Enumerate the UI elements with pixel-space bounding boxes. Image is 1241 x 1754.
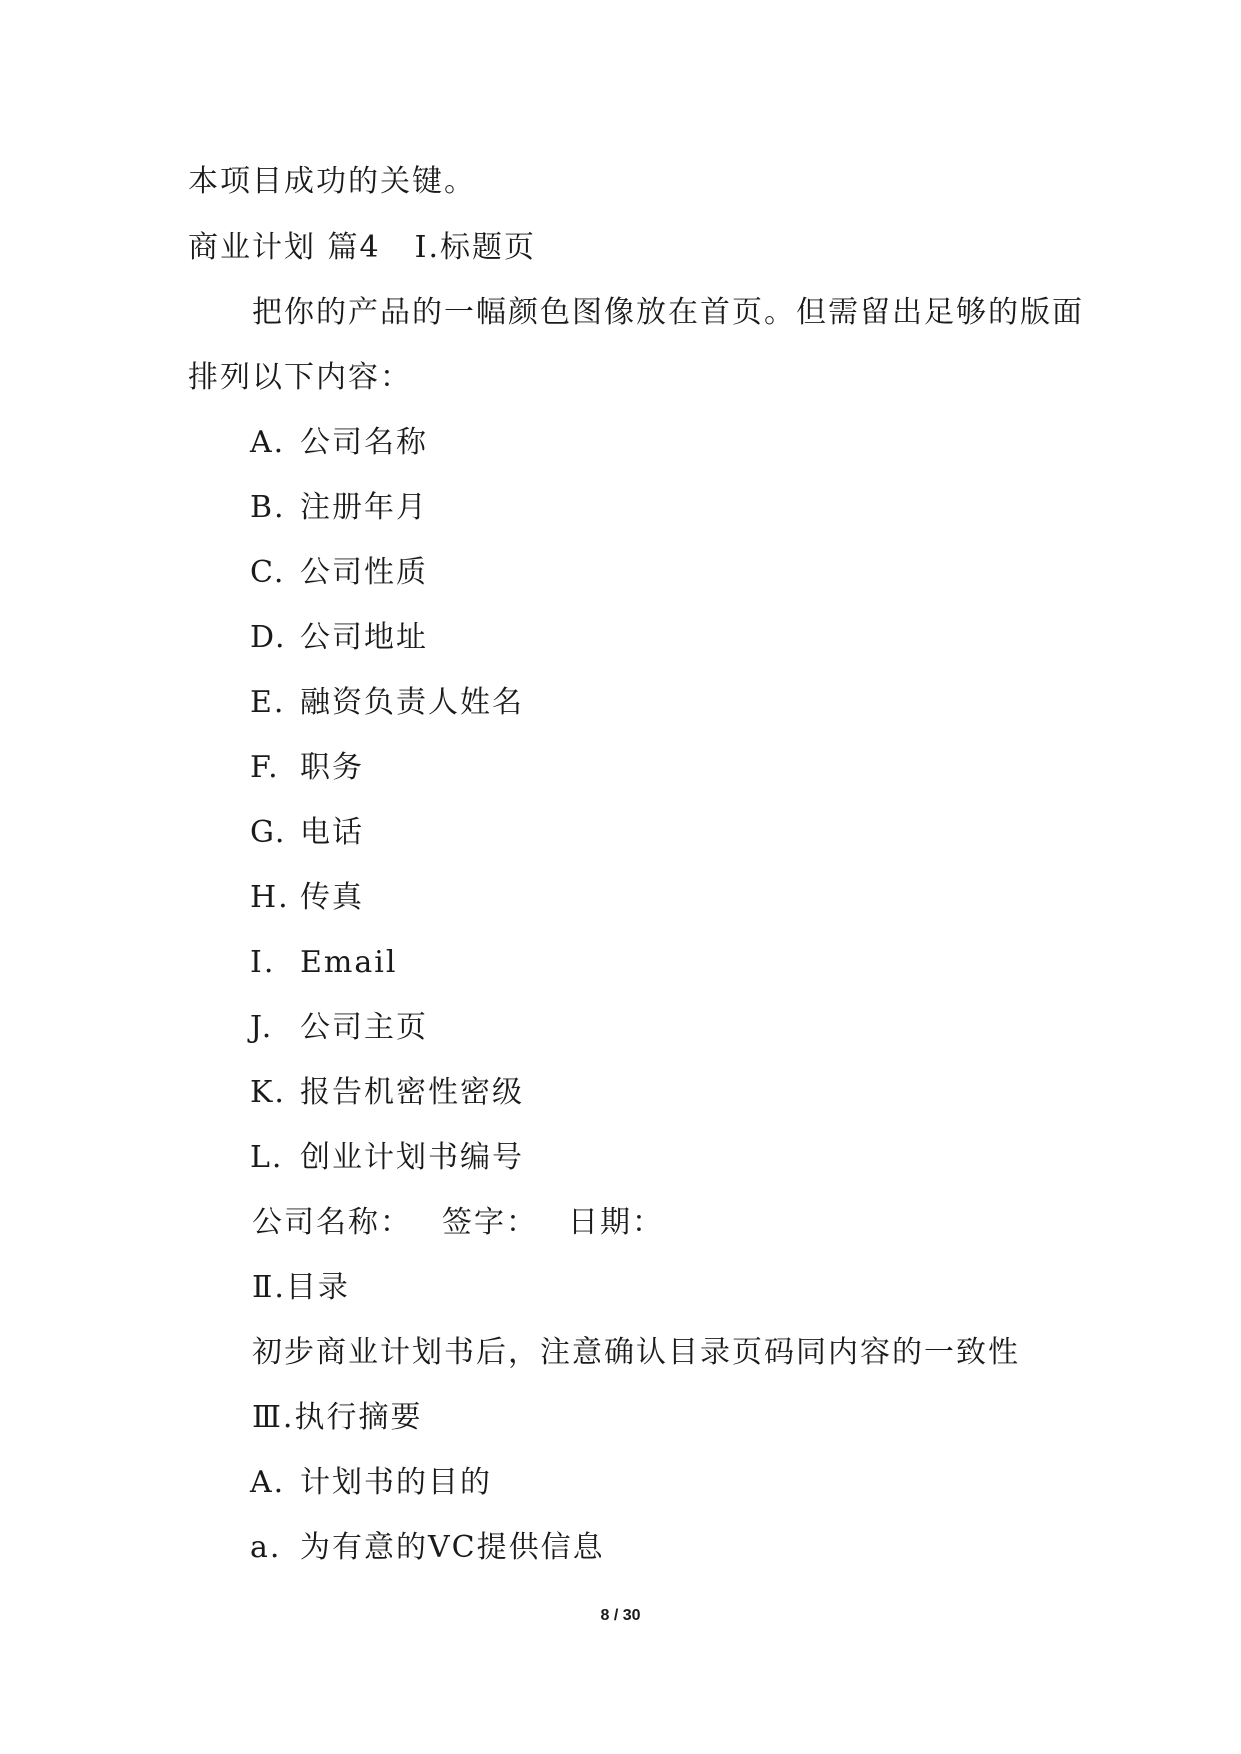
list-item-text: 公司主页 [300, 1010, 428, 1045]
list-item [250, 1138, 524, 1178]
list-item [250, 618, 428, 658]
signature-sign-label: 签字： [442, 1205, 538, 1240]
list-item-letter: G. [250, 815, 287, 850]
list-item [250, 1463, 492, 1503]
list-item-text: 报告机密性密级 [300, 1075, 524, 1110]
signature-date-label: 日期： [568, 1205, 664, 1240]
list-item-letter: a. [250, 1530, 282, 1565]
list-item-text: 电话 [300, 815, 364, 850]
signature-company-label: 公司名称： [252, 1205, 412, 1240]
list-item-letter: A. [250, 1465, 286, 1500]
list-item-text: Email [300, 945, 398, 980]
paragraph-toc-note: 初步商业计划书后，注意确认目录页码同内容的一致性 [252, 1335, 1020, 1370]
list-item [250, 1073, 524, 1113]
list-item-text: 公司名称 [300, 425, 428, 460]
list-item [250, 1528, 605, 1568]
section-heading-toc: Ⅱ.目录 [252, 1270, 350, 1305]
list-item-letter: F. [250, 750, 280, 785]
list-item [250, 1008, 428, 1048]
list-item-letter: B. [250, 490, 286, 525]
section-heading-executive-summary: Ⅲ.执行摘要 [252, 1400, 423, 1435]
list-item [250, 813, 364, 853]
page-number: 8 / 30 [600, 1607, 641, 1624]
paragraph-instruction-cont: 排列以下内容： [188, 360, 412, 395]
list-item-letter: H. [250, 880, 290, 915]
list-item-letter: L. [250, 1140, 284, 1175]
list-item [250, 488, 428, 528]
list-item [250, 878, 364, 918]
list-item [250, 553, 428, 593]
list-item [250, 943, 397, 983]
list-item-letter: C. [250, 555, 286, 590]
paragraph-instruction: 把你的产品的一幅颜色图像放在首页。但需留出足够的版面 [252, 295, 1084, 330]
list-item-text: 计划书的目的 [300, 1465, 492, 1500]
list-item-letter: A. [250, 425, 286, 460]
list-item-letter: I. [250, 945, 276, 980]
list-item-text: 公司地址 [300, 620, 428, 655]
list-item [250, 683, 524, 723]
list-item-text: 创业计划书编号 [300, 1140, 524, 1175]
section-title: Ⅰ.标题页 [414, 230, 537, 265]
list-item-text: 职务 [300, 750, 364, 785]
list-item-text: 注册年月 [300, 490, 428, 525]
section-label: 商业计划 篇4 [188, 230, 381, 265]
list-item [250, 748, 364, 788]
list-item-letter: K. [250, 1075, 286, 1110]
list-item-letter: D. [250, 620, 287, 655]
list-item-text: 融资负责人姓名 [300, 685, 524, 720]
paragraph-continuation: 本项目成功的关键。 [188, 164, 476, 199]
signature-line [252, 1203, 664, 1243]
list-item-text: 传真 [300, 880, 364, 915]
list-item-text: 公司性质 [300, 555, 428, 590]
list-item-letter: J. [250, 1010, 274, 1045]
section-heading-title-page [188, 228, 536, 268]
list-item-letter: E. [250, 685, 286, 720]
list-item-text: 为有意的VC提供信息 [300, 1530, 605, 1565]
list-item [250, 423, 428, 463]
